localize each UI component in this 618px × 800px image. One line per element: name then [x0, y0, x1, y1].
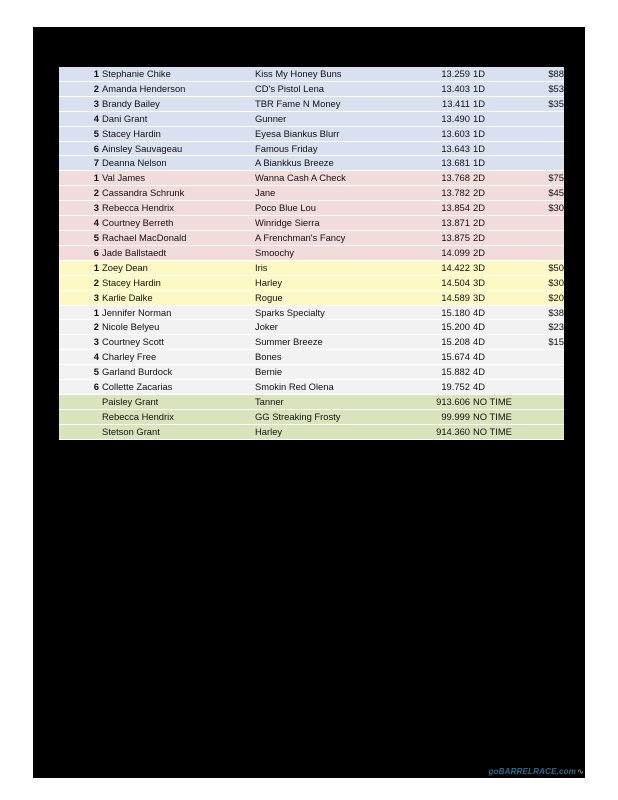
horse-name: Eyesa Biankus Blurr [255, 126, 423, 141]
place-number: 1 [59, 171, 102, 186]
run-time: 13.643 [423, 141, 470, 156]
run-time: 19.752 [423, 380, 470, 395]
table-row [59, 260, 564, 275]
table-row [59, 141, 564, 156]
rider-name: Jade Ballstaedt [102, 245, 255, 260]
payout: $38 [521, 305, 564, 320]
results-table [59, 67, 564, 440]
table-row [59, 335, 564, 350]
run-time: 913.606 [423, 394, 470, 409]
horse-name: Gunner [255, 111, 423, 126]
horse-name: Summer Breeze [255, 335, 423, 350]
rider-name: Rebecca Hendrix [102, 201, 255, 216]
table-row [59, 305, 564, 320]
place-number: 4 [59, 111, 102, 126]
place-number: 1 [59, 305, 102, 320]
rider-name: Stacey Hardin [102, 126, 255, 141]
place-number: 6 [59, 141, 102, 156]
payout [521, 126, 564, 141]
table-row [59, 320, 564, 335]
division: NO TIME [470, 424, 521, 439]
run-time: 15.674 [423, 350, 470, 365]
table-row [59, 245, 564, 260]
place-number: 4 [59, 216, 102, 231]
run-time: 14.589 [423, 290, 470, 305]
division: 4D [470, 350, 521, 365]
run-time: 13.490 [423, 111, 470, 126]
run-time: 14.504 [423, 275, 470, 290]
division: 1D [470, 67, 521, 81]
horse-name: Iris [255, 260, 423, 275]
payout: $88 [521, 67, 564, 81]
payout: $23 [521, 320, 564, 335]
payout [521, 230, 564, 245]
rider-name: Paisley Grant [102, 394, 255, 409]
table-row [59, 290, 564, 305]
horse-name: Winridge Sierra [255, 216, 423, 231]
run-time: 14.422 [423, 260, 470, 275]
horse-name: Wanna Cash A Check [255, 171, 423, 186]
run-time: 13.259 [423, 67, 470, 81]
rider-name: Ainsley Sauvageau [102, 141, 255, 156]
horse-name: Kiss My Honey Buns [255, 67, 423, 81]
table-row [59, 96, 564, 111]
place-number: 5 [59, 230, 102, 245]
horse-name: Rogue [255, 290, 423, 305]
division: 2D [470, 171, 521, 186]
division: 1D [470, 96, 521, 111]
rider-name: Karlie Dalke [102, 290, 255, 305]
place-number: 4 [59, 350, 102, 365]
payout [521, 111, 564, 126]
division: 2D [470, 230, 521, 245]
table-row [59, 171, 564, 186]
horse-name: Bones [255, 350, 423, 365]
division: 1D [470, 111, 521, 126]
horse-name: Jane [255, 186, 423, 201]
place-number: 5 [59, 126, 102, 141]
payout: $45 [521, 186, 564, 201]
payout: $35 [521, 96, 564, 111]
horse-name: A Biankkus Breeze [255, 156, 423, 171]
rider-name: Zoey Dean [102, 260, 255, 275]
table-row [59, 394, 564, 409]
run-time: 15.882 [423, 365, 470, 380]
division: 4D [470, 320, 521, 335]
table-row [59, 216, 564, 231]
table-row [59, 201, 564, 216]
payout [521, 245, 564, 260]
place-number: 7 [59, 156, 102, 171]
run-time: 13.871 [423, 216, 470, 231]
brand-swoosh-icon: ∿ [577, 767, 584, 776]
run-time: 13.768 [423, 171, 470, 186]
place-number: 1 [59, 260, 102, 275]
brand-text: goBARRELRACE.com [488, 767, 577, 776]
run-time: 13.681 [423, 156, 470, 171]
payout [521, 216, 564, 231]
table-row [59, 380, 564, 395]
payout: $15 [521, 335, 564, 350]
table-row [59, 81, 564, 96]
rider-name: Jennifer Norman [102, 305, 255, 320]
table-row [59, 126, 564, 141]
horse-name: Joker [255, 320, 423, 335]
rider-name: Collette Zacarias [102, 380, 255, 395]
payout [521, 380, 564, 395]
horse-name: Harley [255, 424, 423, 439]
rider-name: Garland Burdock [102, 365, 255, 380]
rider-name: Rachael MacDonald [102, 230, 255, 245]
division: 1D [470, 126, 521, 141]
horse-name: Smoochy [255, 245, 423, 260]
rider-name: Courtney Scott [102, 335, 255, 350]
table-row [59, 67, 564, 81]
place-number: 3 [59, 201, 102, 216]
horse-name: A Frenchman's Fancy [255, 230, 423, 245]
rider-name: Charley Free [102, 350, 255, 365]
table-row [59, 275, 564, 290]
place-number: 5 [59, 365, 102, 380]
rider-name: Val James [102, 171, 255, 186]
rider-name: Nicole Belyeu [102, 320, 255, 335]
run-time: 13.782 [423, 186, 470, 201]
table-row [59, 186, 564, 201]
rider-name: Stetson Grant [102, 424, 255, 439]
rider-name: Dani Grant [102, 111, 255, 126]
payout [521, 141, 564, 156]
table-row [59, 230, 564, 245]
division: 4D [470, 335, 521, 350]
division: 4D [470, 365, 521, 380]
horse-name: TBR Fame N Money [255, 96, 423, 111]
horse-name: Bernie [255, 365, 423, 380]
table-row [59, 424, 564, 439]
payout [521, 409, 564, 424]
place-number [59, 394, 102, 409]
run-time: 15.180 [423, 305, 470, 320]
payout: $53 [521, 81, 564, 96]
run-time: 13.403 [423, 81, 470, 96]
table-row [59, 365, 564, 380]
rider-name: Cassandra Schrunk [102, 186, 255, 201]
rider-name: Brandy Bailey [102, 96, 255, 111]
payout: $20 [521, 290, 564, 305]
division: 1D [470, 141, 521, 156]
division: 2D [470, 216, 521, 231]
payout [521, 350, 564, 365]
payout [521, 394, 564, 409]
run-time: 13.875 [423, 230, 470, 245]
run-time: 14.099 [423, 245, 470, 260]
horse-name: Smokin Red Olena [255, 380, 423, 395]
run-time: 15.200 [423, 320, 470, 335]
table-row [59, 156, 564, 171]
place-number: 2 [59, 81, 102, 96]
payout: $75 [521, 171, 564, 186]
brand-logo [488, 767, 584, 776]
division: NO TIME [470, 394, 521, 409]
horse-name: CD's Pistol Lena [255, 81, 423, 96]
division: 3D [470, 260, 521, 275]
place-number: 2 [59, 275, 102, 290]
place-number [59, 409, 102, 424]
run-time: 13.411 [423, 96, 470, 111]
results-body [59, 67, 564, 439]
place-number: 1 [59, 67, 102, 81]
run-time: 13.603 [423, 126, 470, 141]
table-row [59, 350, 564, 365]
place-number: 6 [59, 245, 102, 260]
run-time: 15.208 [423, 335, 470, 350]
payout [521, 156, 564, 171]
division: NO TIME [470, 409, 521, 424]
run-time: 914.360 [423, 424, 470, 439]
place-number: 3 [59, 290, 102, 305]
run-time: 99.999 [423, 409, 470, 424]
place-number [59, 424, 102, 439]
horse-name: Sparks Specialty [255, 305, 423, 320]
horse-name: Famous Friday [255, 141, 423, 156]
division: 2D [470, 245, 521, 260]
table-row [59, 409, 564, 424]
rider-name: Stacey Hardin [102, 275, 255, 290]
results-page [33, 27, 585, 778]
place-number: 6 [59, 380, 102, 395]
division: 1D [470, 156, 521, 171]
place-number: 3 [59, 96, 102, 111]
payout: $50 [521, 260, 564, 275]
horse-name: GG Streaking Frosty [255, 409, 423, 424]
division: 1D [470, 81, 521, 96]
rider-name: Amanda Henderson [102, 81, 255, 96]
run-time: 13.854 [423, 201, 470, 216]
horse-name: Poco Blue Lou [255, 201, 423, 216]
rider-name: Courtney Berreth [102, 216, 255, 231]
rider-name: Stephanie Chike [102, 67, 255, 81]
payout [521, 365, 564, 380]
division: 2D [470, 201, 521, 216]
rider-name: Rebecca Hendrix [102, 409, 255, 424]
division: 4D [470, 305, 521, 320]
division: 2D [470, 186, 521, 201]
payout: $30 [521, 275, 564, 290]
payout: $30 [521, 201, 564, 216]
place-number: 2 [59, 186, 102, 201]
payout [521, 424, 564, 439]
rider-name: Deanna Nelson [102, 156, 255, 171]
horse-name: Harley [255, 275, 423, 290]
horse-name: Tanner [255, 394, 423, 409]
place-number: 2 [59, 320, 102, 335]
division: 4D [470, 380, 521, 395]
table-row [59, 111, 564, 126]
division: 3D [470, 290, 521, 305]
place-number: 3 [59, 335, 102, 350]
division: 3D [470, 275, 521, 290]
